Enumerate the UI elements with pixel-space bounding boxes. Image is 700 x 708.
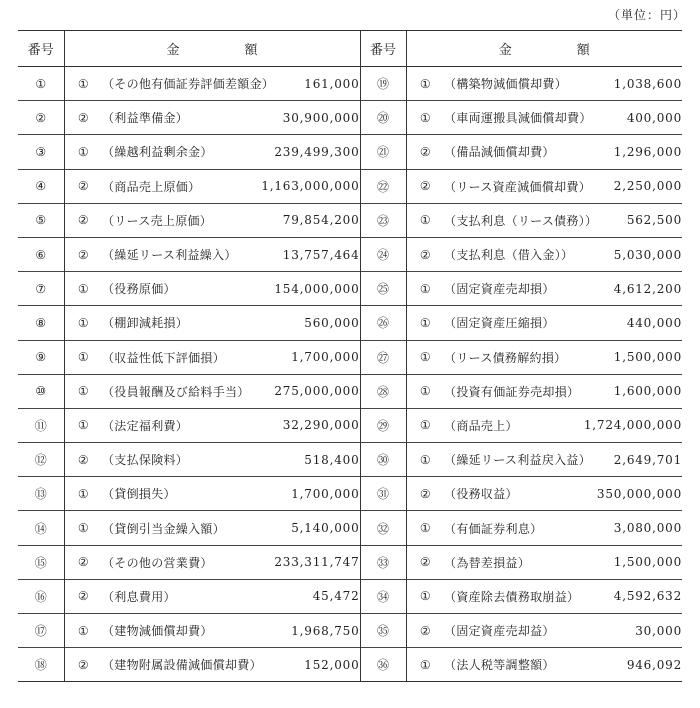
table-row xyxy=(18,203,682,237)
amount-right: 2,649,701 xyxy=(613,452,683,467)
row-number-right: ㉖ xyxy=(360,306,406,340)
row-number-right: ㊱ xyxy=(360,648,406,682)
choice-right: ① xyxy=(419,521,431,536)
row-number-left: ⑩ xyxy=(18,374,64,408)
amount-right: 1,724,000,000 xyxy=(583,418,683,433)
row-number-left: ⑧ xyxy=(18,306,64,340)
amount-right: 1,296,000 xyxy=(613,144,683,159)
account-name-left: （繰越利益剰余金） xyxy=(102,145,213,160)
account-name-left: （貸倒損失） xyxy=(102,487,176,502)
row-number-left: ⑱ xyxy=(18,648,64,682)
row-number-left: ⑥ xyxy=(18,237,64,271)
row-number-right: ㉞ xyxy=(360,579,406,613)
row-number-left: ⑮ xyxy=(18,545,64,579)
row-number-right: ㉚ xyxy=(360,443,406,477)
choice-right: ① xyxy=(419,384,431,399)
row-number-left: ③ xyxy=(18,135,64,169)
amount-right: 2,250,000 xyxy=(613,179,683,194)
choice-left: ② xyxy=(77,213,89,228)
amount-left: 518,400 xyxy=(304,452,360,467)
choice-right: ② xyxy=(419,486,431,501)
choice-left: ① xyxy=(77,281,89,296)
account-name-right: （投資有価証券売却損） xyxy=(444,384,580,399)
account-name-right: （構築物減価償却費） xyxy=(444,77,568,92)
account-name-left: （建物附属設備減価償却費） xyxy=(102,658,262,673)
choice-left: ① xyxy=(77,384,89,399)
choice-right: ② xyxy=(419,144,431,159)
amount-left: 1,700,000 xyxy=(291,486,360,501)
choice-left: ① xyxy=(77,144,89,159)
choice-left: ② xyxy=(77,110,89,125)
choice-right: ① xyxy=(419,350,431,365)
row-number-left: ⑪ xyxy=(18,408,64,442)
amount-right: 5,030,000 xyxy=(613,247,683,262)
row-number-right: ㉑ xyxy=(360,135,406,169)
account-name-right: （固定資産圧縮損） xyxy=(444,316,555,331)
table-row xyxy=(18,237,682,271)
row-number-left: ⑫ xyxy=(18,443,64,477)
account-name-left: （リース売上原価） xyxy=(102,213,213,228)
choice-right: ① xyxy=(419,657,431,672)
amount-right: 1,500,000 xyxy=(613,350,683,365)
row-number-right: ㉒ xyxy=(360,169,406,203)
account-name-right: （法人税等調整額） xyxy=(444,658,555,673)
row-number-left: ④ xyxy=(18,169,64,203)
choice-left: ① xyxy=(77,623,89,638)
account-name-left: （棚卸減耗損） xyxy=(102,316,189,331)
account-name-left: （利益準備金） xyxy=(102,111,189,126)
table-row xyxy=(18,545,682,579)
amount-left: 1,163,000,000 xyxy=(261,179,360,194)
choice-left: ① xyxy=(77,76,89,91)
table-row xyxy=(18,67,682,101)
choice-right: ① xyxy=(419,213,431,228)
amount-right: 1,600,000 xyxy=(613,384,683,399)
row-number-right: ㉘ xyxy=(360,374,406,408)
choice-left: ① xyxy=(77,315,89,330)
row-number-left: ⑨ xyxy=(18,340,64,374)
amount-left: 275,000,000 xyxy=(274,384,360,399)
choice-left: ② xyxy=(77,452,89,467)
row-number-right: ㉛ xyxy=(360,477,406,511)
account-name-right: （支払利息（リース債務）） xyxy=(444,213,598,228)
table-row xyxy=(18,374,682,408)
row-number-left: ① xyxy=(18,67,64,101)
account-name-left: （利息費用） xyxy=(102,589,176,604)
choice-left: ② xyxy=(77,589,89,604)
row-number-right: ㉝ xyxy=(360,545,406,579)
account-name-left: （役務原価） xyxy=(102,282,176,297)
amount-left: 560,000 xyxy=(304,315,360,330)
account-name-right: （繰延リース利益戻入益） xyxy=(444,453,592,468)
account-name-right: （車両運搬具減価償却費） xyxy=(444,111,592,126)
row-number-left: ⑯ xyxy=(18,579,64,613)
account-name-left: （その他有価証券評価差額金） xyxy=(102,77,275,92)
account-name-left: （その他の営業費） xyxy=(102,555,213,570)
account-name-left: （貸倒引当金繰入額） xyxy=(102,521,226,536)
amount-right: 1,038,600 xyxy=(613,76,683,91)
table-row xyxy=(18,648,682,682)
account-name-right: （有価証券利息） xyxy=(444,521,543,536)
amount-right: 3,080,000 xyxy=(613,521,683,536)
account-name-right: （支払利息（借入金）） xyxy=(444,248,574,263)
account-name-right: （固定資産売却益） xyxy=(444,624,555,639)
answer-table xyxy=(18,30,682,682)
amount-right: 30,000 xyxy=(635,623,683,638)
choice-left: ① xyxy=(77,418,89,433)
choice-left: ② xyxy=(77,657,89,672)
account-name-right: （リース債務解約損） xyxy=(444,350,567,365)
table-row xyxy=(18,579,682,613)
row-number-right: ㉓ xyxy=(360,203,406,237)
table-row xyxy=(18,135,682,169)
choice-right: ① xyxy=(419,110,431,125)
row-number-left: ⑬ xyxy=(18,477,64,511)
table-row xyxy=(18,272,682,306)
amount-left: 79,854,200 xyxy=(282,213,360,228)
amount-right: 1,500,000 xyxy=(613,555,683,570)
amount-left: 1,968,750 xyxy=(291,623,360,638)
choice-left: ② xyxy=(77,555,89,570)
table-row xyxy=(18,306,682,340)
account-name-right: （固定資産売却損） xyxy=(444,282,555,297)
choice-right: ② xyxy=(419,179,431,194)
choice-right: ① xyxy=(419,315,431,330)
account-name-left: （繰延リース利益繰入） xyxy=(102,248,237,263)
table-row xyxy=(18,340,682,374)
choice-right: ① xyxy=(419,281,431,296)
header-amount-left: 金 額 xyxy=(64,31,360,67)
amount-left: 152,000 xyxy=(304,657,360,672)
account-name-left: （法定福利費） xyxy=(102,418,189,433)
amount-right: 562,500 xyxy=(626,213,683,228)
amount-right: 4,592,632 xyxy=(613,589,683,604)
amount-left: 32,290,000 xyxy=(282,418,360,433)
account-name-right: （備品減価償却費） xyxy=(444,145,555,160)
account-name-right: （為替差損益） xyxy=(444,555,531,570)
amount-right: 440,000 xyxy=(626,315,683,330)
amount-left: 1,700,000 xyxy=(291,350,360,365)
row-number-left: ⑦ xyxy=(18,272,64,306)
row-number-left: ⑭ xyxy=(18,511,64,545)
row-number-right: ⑳ xyxy=(360,101,406,135)
choice-right: ① xyxy=(419,418,431,433)
amount-left: 13,757,464 xyxy=(282,247,360,262)
choice-left: ① xyxy=(77,350,89,365)
unit-label: （単位：円） xyxy=(607,8,686,22)
amount-left: 5,140,000 xyxy=(291,521,360,536)
amount-left: 154,000,000 xyxy=(274,281,360,296)
choice-right: ① xyxy=(419,589,431,604)
row-number-left: ② xyxy=(18,101,64,135)
choice-right: ② xyxy=(419,247,431,262)
choice-right: ① xyxy=(419,76,431,91)
row-number-right: ㉔ xyxy=(360,237,406,271)
table-body xyxy=(18,67,682,682)
table-row xyxy=(18,408,682,442)
choice-right: ② xyxy=(419,555,431,570)
choice-left: ② xyxy=(77,247,89,262)
amount-left: 30,900,000 xyxy=(282,110,360,125)
account-name-right: （商品売上） xyxy=(444,418,518,433)
row-number-right: ㉟ xyxy=(360,614,406,648)
row-number-right: ㉙ xyxy=(360,408,406,442)
row-number-right: ㉜ xyxy=(360,511,406,545)
header-number-right: 番号 xyxy=(360,31,406,67)
account-name-left: （商品売上原価） xyxy=(102,179,201,194)
header-amount-right: 金 額 xyxy=(406,31,682,67)
choice-right: ② xyxy=(419,623,431,638)
amount-right: 400,000 xyxy=(626,110,683,125)
table-row xyxy=(18,169,682,203)
row-number-right: ㉗ xyxy=(360,340,406,374)
account-name-left: （役員報酬及び給料手当） xyxy=(102,384,250,399)
choice-left: ① xyxy=(77,521,89,536)
row-number-left: ⑰ xyxy=(18,614,64,648)
table-row xyxy=(18,443,682,477)
table-row xyxy=(18,614,682,648)
row-number-left: ⑤ xyxy=(18,203,64,237)
amount-left: 239,499,300 xyxy=(274,144,360,159)
account-name-left: （支払保険料） xyxy=(102,453,189,468)
amount-right: 4,612,200 xyxy=(613,281,683,296)
table-row xyxy=(18,477,682,511)
amount-left: 45,472 xyxy=(312,589,360,604)
row-number-right: ㉕ xyxy=(360,272,406,306)
row-number-right: ⑲ xyxy=(360,67,406,101)
account-name-left: （建物減価償却費） xyxy=(102,624,213,639)
amount-left: 161,000 xyxy=(304,76,360,91)
header-number-left: 番号 xyxy=(18,31,64,67)
amount-left: 233,311,747 xyxy=(274,555,360,570)
account-name-right: （資産除去債務取崩益） xyxy=(444,589,580,604)
amount-right: 350,000,000 xyxy=(596,486,683,501)
choice-left: ① xyxy=(77,486,89,501)
account-name-right: （リース資産減価償却費） xyxy=(444,179,592,194)
account-name-left: （収益性低下評価損） xyxy=(102,350,226,365)
account-name-right: （役務収益） xyxy=(444,487,518,502)
table-header xyxy=(18,31,682,67)
table-row xyxy=(18,511,682,545)
choice-right: ① xyxy=(419,452,431,467)
amount-right: 946,092 xyxy=(626,657,683,672)
choice-left: ② xyxy=(77,179,89,194)
table-row xyxy=(18,101,682,135)
